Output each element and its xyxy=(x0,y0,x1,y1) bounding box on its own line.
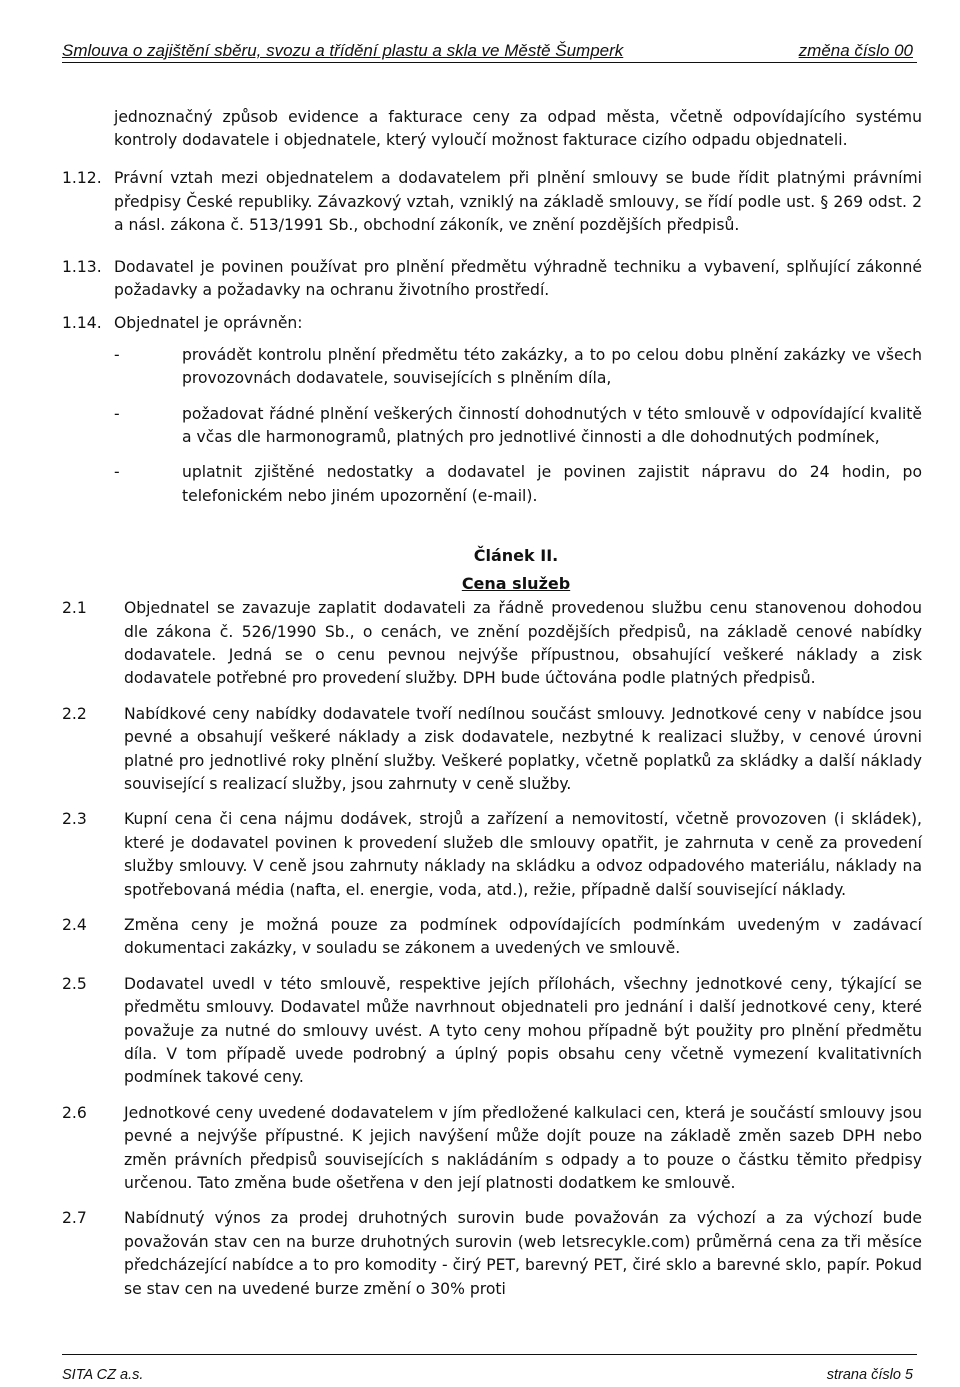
clause-text: Dodavatel je povinen používat pro plnění předmětu výhradně techniku a vybavení, splňující zákonné požadavky a požadavky na ochranu životního prostředí. xyxy=(114,257,922,300)
section-number: 2.6 xyxy=(62,1103,87,1122)
section-text: Kupní cena či cena nájmu dodávek, strojů a zařízení a nemovitostí, včetně provozoven (i skládek), které je dodavatel povinen k provedení služeb dle smlouvy opatřit, je zahrnuta v ceně za provedení služby smlouvy. V ceně jsou zahrnuty náklady na skládku a odvoz odpadového materiálu, náklady na spotřebovaná média (nafta, el. energie, voda, atd.), režie, případně další související náklady. xyxy=(124,810,922,899)
document-title: Smlouva o zajištění sběru, svozu a třídění plastu a skla ve Městě Šumperk xyxy=(62,41,624,60)
article-title: Článek II. xyxy=(473,546,559,566)
list-item-text: provádět kontrolu plnění předmětu této zakázky, a to po celou dobu plnění zakázky ve všech provozovnách dodavatele, souvisejících s plněním díla, xyxy=(182,345,922,388)
list-dash: - xyxy=(114,345,120,364)
list-item xyxy=(114,461,922,508)
clause-text: Objednatel je oprávněn: xyxy=(114,314,303,333)
page-header xyxy=(62,38,917,63)
section-text: Změna ceny je možná pouze za podmínek odpovídajících podmínkám uvedeným v zadávací dokumentaci zakázky, v souladu se zákonem a uvedených ve smlouvě. xyxy=(124,915,922,958)
page-footer xyxy=(62,1354,917,1385)
section-2-4 xyxy=(62,914,922,961)
section-number: 2.5 xyxy=(62,974,87,993)
section-number: 2.2 xyxy=(62,704,87,723)
section-number: 2.4 xyxy=(62,915,87,934)
section-number: 2.7 xyxy=(62,1209,87,1228)
change-number: změna číslo 00 xyxy=(798,41,913,60)
page-number: strana číslo 5 xyxy=(826,1367,913,1383)
list-item xyxy=(114,403,922,450)
clause-1-14 xyxy=(62,312,922,335)
rights-list xyxy=(114,344,922,508)
section-number: 2.1 xyxy=(62,599,87,618)
section-text: Objednatel se zavazuje zaplatit dodavateli za řádně provedenou službu cenu stanovenou dohodou dle zákona č. 526/1990 Sb., o cenách, ve znění pozdějších předpisů, na základě cenové nabídky dodavatele. Jedná se o cenu pevnou nejvýše přípustnou, obsahující veškeré náklady a zisk dodavatele potřebné pro provedení služby. DPH bude účtována podle platných předpisů. xyxy=(124,599,922,688)
section-2-2 xyxy=(62,703,922,797)
list-item-text: požadovat řádné plnění veškerých činností dohodnutých v této smlouvě v odpovídající kvalitě a včas dle harmonogramů, platných pro jednotlivé činnosti a dle dohodnutých podmínek, xyxy=(182,404,922,447)
section-text: Nabídkové ceny nabídky dodavatele tvoří nedílnou součást smlouvy. Jednotkové ceny v nabídce jsou pevné a obsahují veškeré náklady a zisk dodavatele, nezbytné k realizaci služby, v cenové úrovni platné pro jednotlivé roky plnění služby. Veškeré poplatky, včetně poplatků za skládky a další náklady související s realizací služby, jsou zahrnuty v ceně služby. xyxy=(124,704,922,793)
section-text: Dodavatel uvedl v této smlouvě, respektive jejích přílohách, všechny jednotkové ceny, týkající se předmětu smlouvy. Dodavatel může navrhnout objednateli pro jednání i další jednotkové ceny, které považuje za nutné do smlouvy uvést. A tyto ceny mohou případně být použity pro plnění předmětu díla. V tom případě uvede podrobný a úplný popis obsahu ceny včetně vymezení kvalitativních podmínek takové ceny. xyxy=(124,974,922,1087)
clause-number: 1.13. xyxy=(62,257,102,276)
document-body xyxy=(62,90,922,1313)
list-item-text: uplatnit zjištěné nedostatky a dodavatel je povinen zajistit nápravu do 24 hodin, po telefonickém nebo jiném upozornění (e-mail). xyxy=(182,463,922,505)
clause-1-13 xyxy=(62,256,922,303)
clause-text: Právní vztah mezi objednatelem a dodavatelem při plnění smlouvy se bude řídit platnými právními předpisy České republiky. Závazkový vztah, vzniklý na základě smlouvy, se řídí podle ust. § 269 odst. 2 a násl. zákona č. 513/1991 Sb., obchodní zákoník, ve znění pozdějších předpisů. xyxy=(114,169,922,235)
section-2-1 xyxy=(62,597,922,691)
list-dash: - xyxy=(114,463,120,482)
clause-number: 1.14. xyxy=(62,314,102,333)
clause-number: 1.12. xyxy=(62,169,102,188)
section-number: 2.3 xyxy=(62,810,87,829)
company-name: SITA CZ a.s. xyxy=(62,1367,144,1383)
section-2-3 xyxy=(62,808,922,902)
section-text: Jednotkové ceny uvedené dodavatelem v jím předložené kalkulaci cen, která je součástí smlouvy jsou pevné a nejvýše přípustné. K jejich navýšení může dojít pouze na základě změn sazeb DPH nebo změn právních předpisů souvisejících s nakládáním s odpady a to pouze o částku těmito předpisy určenou. Tato změna bude ošetřena v den její platnosti dodatkem ke smlouvě. xyxy=(124,1103,922,1193)
list-dash: - xyxy=(114,404,120,423)
section-2-6 xyxy=(62,1102,922,1196)
list-item xyxy=(114,344,922,391)
section-text: Nabídnutý výnos za prodej druhotných surovin bude považován za výchozí a za výchozí bude považován stav cen na burze druhotných surovin (web letsrecykle.com) průměrná cena za tři měsíce předcházející nabídce a to pro komodity - čirý PET, barevný PET, čiré sklo a barevné sklo, papír. Pokud se stav cen na uvedené burze změní o 30% proti xyxy=(124,1209,922,1298)
article-subtitle: Cena služeb xyxy=(461,573,571,593)
section-2-5 xyxy=(62,973,922,1090)
clause-1-12 xyxy=(62,167,922,237)
section-2-7 xyxy=(62,1207,922,1301)
intro-paragraph: jednoznačný způsob evidence a fakturace ceny za odpad města, včetně odpovídajícího systému kontroly dodavatele i objednatele, který vyloučí možnost fakturace cizího odpadu objednateli. xyxy=(114,107,922,149)
